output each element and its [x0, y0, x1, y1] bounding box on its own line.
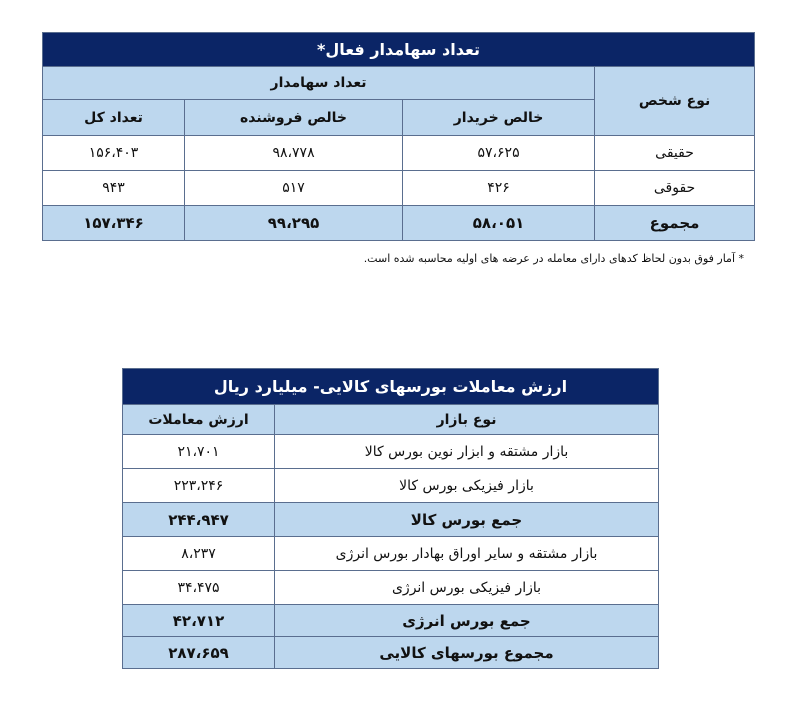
table-row	[123, 537, 659, 571]
table-row	[43, 171, 755, 206]
sum-net-seller: ۹۹،۲۹۵	[185, 206, 403, 241]
shareholders-table-title: تعداد سهامدار فعال*	[43, 33, 755, 67]
market-cell: بازار فیزیکی بورس کالا	[275, 469, 659, 503]
net-buyer-header: خالص خریدار	[403, 100, 595, 136]
market-cell: مجموع بورسهای کالایی	[275, 637, 659, 669]
table-row	[123, 469, 659, 503]
net-seller-cell: ۹۸،۷۷۸	[185, 136, 403, 171]
net-buyer-cell: ۴۲۶	[403, 171, 595, 206]
market-type-header: نوع بازار	[275, 405, 659, 435]
grand-total-row	[123, 637, 659, 669]
subtotal-row	[123, 605, 659, 637]
active-shareholders-table	[42, 32, 755, 241]
sum-total: ۱۵۷،۳۴۶	[43, 206, 185, 241]
value-cell: ۲۸۷،۶۵۹	[123, 637, 275, 669]
value-cell: ۴۲،۷۱۲	[123, 605, 275, 637]
trade-value-header: ارزش معاملات	[123, 405, 275, 435]
commodity-trade-value-table	[122, 368, 659, 669]
net-seller-header: خالص فروشنده	[185, 100, 403, 136]
market-cell: بازار فیزیکی بورس انرژی	[275, 571, 659, 605]
value-cell: ۲۱،۷۰۱	[123, 435, 275, 469]
net-buyer-cell: ۵۷،۶۲۵	[403, 136, 595, 171]
value-cell: ۳۴،۴۷۵	[123, 571, 275, 605]
sum-net-buyer: ۵۸،۰۵۱	[403, 206, 595, 241]
footnote: * آمار فوق بدون لحاظ کدهای دارای معامله در عرضه های اولیه محاسبه شده است.	[363, 252, 744, 265]
shareholders-count-header: تعداد سهامدار	[43, 67, 595, 100]
person-type-cell: حقوقی	[595, 171, 755, 206]
value-cell: ۸،۲۳۷	[123, 537, 275, 571]
person-type-header: نوع شخص	[595, 67, 755, 136]
total-count-cell: ۱۵۶،۴۰۳	[43, 136, 185, 171]
table-row	[123, 435, 659, 469]
market-cell: بازار مشتقه و سایر اوراق بهادار بورس انرژی	[275, 537, 659, 571]
market-cell: جمع بورس کالا	[275, 503, 659, 537]
person-type-cell: حقیقی	[595, 136, 755, 171]
table-row	[123, 571, 659, 605]
commodity-table-title: ارزش معاملات بورسهای کالایی- میلیارد ریال	[123, 369, 659, 405]
market-cell: جمع بورس انرژی	[275, 605, 659, 637]
sum-label: مجموع	[595, 206, 755, 241]
value-cell: ۲۲۳،۲۴۶	[123, 469, 275, 503]
value-cell: ۲۴۴،۹۴۷	[123, 503, 275, 537]
table-row	[43, 136, 755, 171]
sum-row	[43, 206, 755, 241]
total-count-cell: ۹۴۳	[43, 171, 185, 206]
net-seller-cell: ۵۱۷	[185, 171, 403, 206]
total-count-header: تعداد کل	[43, 100, 185, 136]
subtotal-row	[123, 503, 659, 537]
market-cell: بازار مشتقه و ابزار نوین بورس کالا	[275, 435, 659, 469]
